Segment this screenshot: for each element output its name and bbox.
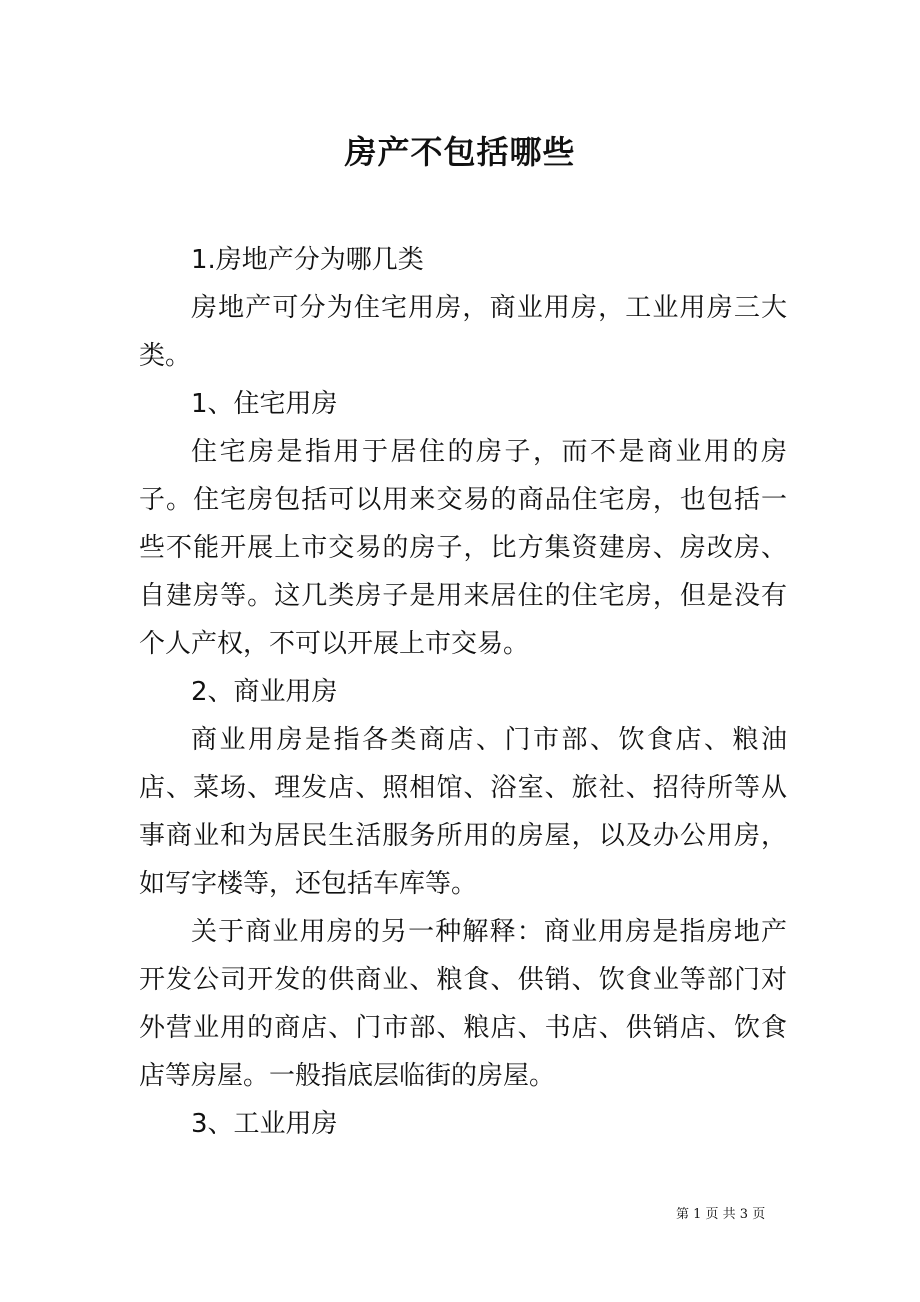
section-heading: 1、住宅用房 [191,389,338,419]
document-body [139,236,787,1148]
section-heading: 3、工业用房 [191,1109,338,1139]
document-title: 房产不包括哪些 [344,133,576,171]
paragraph: 住宅房是指用于居住的房子，而不是商业用的房子。住宅房包括可以用来交易的商品住宅房，也包括一些不能开展上市交易的房子，比方集资建房、房改房、自建房等。这几类房子是用来居住的住宅房，但是没有个人产权，不可以开展上市交易。 [139,437,787,659]
section-heading: 1.房地产分为哪几类 [191,245,424,275]
paragraph: 关于商业用房的另一种解释：商业用房是指房地产开发公司开发的供商业、粮食、供销、饮食业等部门对外营业用的商店、门市部、粮店、书店、供销店、饮食店等房屋。一般指底层临街的房屋。 [139,917,787,1091]
page-number-footer: 第 1 页 共 3 页 [676,1207,766,1222]
paragraph: 商业用房是指各类商店、门市部、饮食店、粮油店、菜场、理发店、照相馆、浴室、旅社、招待所等从事商业和为居民生活服务所用的房屋，以及办公用房，如写字楼等，还包括车库等。 [139,725,787,899]
paragraph: 房地产可分为住宅用房，商业用房，工业用房三大类。 [139,293,787,371]
section-heading: 2、商业用房 [191,677,338,707]
